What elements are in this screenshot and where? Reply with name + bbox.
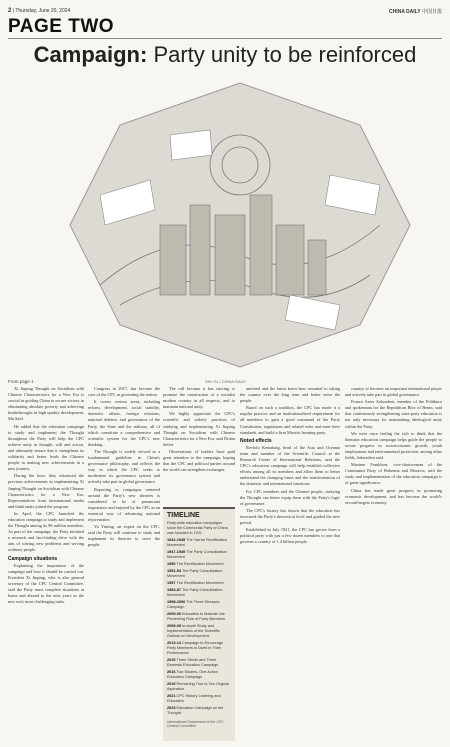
article-column-3 — [163, 386, 235, 474]
paper-name-cn: 中国日报 — [421, 8, 442, 15]
paragraph: Maxime Franklsen, vice-chairwoman of the Communist Party of Bohemia and Moravia, said the study and implementation of the education campaign is of great significance. — [345, 462, 442, 486]
paragraph: Based on such a tradition, the CPC has made it a regular practice and an institutionalized requirement for all members to gain a good command of the Party Constitution, regulations and related rules and meet their standards, and build a firm Marxist learning party. — [240, 405, 340, 435]
timeline-item: 1950 The Rectification Movement — [167, 562, 224, 566]
paragraph: During the hour, they witnessed the previous achievements in implementing Xi Jinping Thought on Socialism with Chinese Characteristics for a New Era. Representatives from international media and think tanks joined the program. — [8, 473, 84, 509]
timeline-intro: Party-wide education campaigns since the Communist Party of China was founded in 1921 — [167, 521, 228, 535]
timeline-item: 2013-14 Campaign to Encourage Party Members to Dwell in Their Performance — [167, 641, 223, 655]
paragraph: For CPC members and the Chinese people, studying the Thought can better equip them with the Party's logic of governance. — [240, 488, 340, 506]
paragraph: The CPC's history has shown that the education has increased the Party's theoretical level and guided the new period. — [240, 507, 340, 525]
timeline-list — [163, 538, 235, 716]
timeline-item: 1942-1945 The Yan'an Rectification Movement — [167, 538, 227, 547]
timeline-box — [163, 507, 235, 741]
paragraph: Observations of leaders have paid great attention to the campaign, hoping that the CPC and political parties around the world can strengthen exchanges. — [163, 448, 235, 473]
paragraph: country to become an important international player and actively take part in global governance. — [345, 386, 442, 398]
page-header: 2 | Thursday, June 20, 2024 CHINA DAILY 中国日报 — [8, 8, 442, 15]
photo-credit: SHI YU / CHINA DAILY — [205, 379, 247, 384]
timeline-item: 2019 Remaining True to Our Original Aspiration — [167, 682, 230, 691]
timeline-item: 2016 Two Studies, One Action Education Campaign — [167, 670, 218, 679]
paragraph: Reporting to campaigns centered around the Party's new theories is considered to be of paramount importance and enjoyed by the CPC as an essential way of advancing national rejuvenation. — [88, 486, 160, 522]
paragraph: Franco Arzer Salaradeni, member of the Politburo and spokesman for the Republican Bloc of Benin, said that continuously strengthening intra-party education is not only necessary for maintaining ideological unity within the Party. — [345, 399, 442, 429]
paragraph: China has made great progress in promoting economic development, and has become the world's second-largest economy. — [345, 487, 442, 505]
headline-bold: Campaign: — [33, 42, 148, 67]
illustration — [60, 75, 420, 375]
timeline-item: 2008-09 In-depth Study and Implementation of the Scientific Outlook on Development — [167, 624, 220, 638]
timeline-item: 1998-2000 The Three Stresses Campaign — [167, 600, 220, 609]
photo-caption: From page 1 — [8, 379, 34, 384]
paper-name: CHINA DAILY — [389, 8, 421, 15]
timeline-item: 1947-1949 The Party Consolidation Movement — [167, 550, 227, 559]
timeline-source: International Department of the CPC Central Committee — [167, 720, 224, 728]
paragraph: It covers various areas, including reform, development, social stability, domestic affairs, foreign relations, national defense, and governance of the Party, the State and the military, all of which constitute a comprehensive and scientific system for the CPC's new thinking. — [88, 399, 160, 447]
paragraph: Established in July 1921, the CPC has grown from a political party with just a few dozen members to one that governs a country of 1.4 billion people. — [240, 527, 340, 545]
timeline-item: 2005-06 Education to Maintain the Pioneering Role of Party Members — [167, 612, 226, 621]
page-number: 2 — [8, 8, 12, 14]
article-column-2 — [88, 386, 160, 549]
headline — [0, 42, 450, 68]
paragraph: untested and the latest know-how essential to taking the country over the long term and better serve the people. — [240, 386, 340, 404]
paragraph: In April, the CPC launched the education campaign to study and implement the Thought among its 98 million members. As part of the campaign, the Party initiated a research and fact-finding drive with the aim of solving new problems and serving ordinary people. — [8, 510, 85, 553]
paragraph: We were once feeling the rich to think that the thematic education campaign helps guide the people to secure progress in socioeconomic growth, youth employment and environmental protection, among other fields, Salaradeni said. — [345, 430, 442, 461]
paragraph: We highly appreciate the CPC's scientific and orderly practices of studying and implementing Xi Jinping Thought on Socialism with Chinese Characteristics for a New Era, said Dritan Seferi. — [163, 411, 235, 447]
timeline-title: TIMELINE — [167, 512, 200, 519]
timeline-item: 1951-54 The Party Consolidation Movement — [167, 569, 223, 578]
paragraph: Yu Yiming, an expert on the CPC, said the Party will continue to study and implement its theories to serve the people. — [88, 524, 160, 548]
timeline-item: 2023 Education Campaign on the Thought — [167, 706, 224, 715]
section-title: PAGE TWO — [8, 16, 115, 37]
article-column-4 — [240, 386, 340, 546]
timeline-item: 1983-87 The Party Consolidation Movement — [167, 588, 223, 597]
subheading: Campaign situations — [8, 555, 58, 562]
subheading: Noted effects — [240, 437, 272, 444]
article-column-5 — [345, 386, 442, 507]
paragraph: He added that the education campaign to study and implement the Thought throughout the Party will help the CPC achieve unity in thought, will and action, and ultimately ensure that it strengthens its solidarity and better leads the Chinese people in making new achievements in a new journey. — [8, 423, 84, 472]
paragraph: The Thought is widely viewed as a fundamental guideline in China's governance philosophy, and reflects the way in which the CPC seeks to modernize its governance system and actively take part in global governance. — [88, 448, 160, 485]
paragraph: The call because it has striving to promote the construction of a socialist modern country in all respects, and to maintain national unity. — [163, 386, 235, 410]
paragraph: Xi Jinping Thought on Socialism with Chinese Characteristics for a New Era is crucial in guiding China to secure victory in eliminating absolute poverty and achieving breakthroughs in high-quality development, Mu Said. — [8, 386, 84, 422]
timeline-item: 2021 CPC History Learning and Education — [167, 694, 221, 703]
timeline-item: 2015 Three Stricts and Three Earnests Education Campaign — [167, 658, 219, 667]
headline-rest: Party unity to be reinforced — [147, 42, 417, 67]
issue-date: Thursday, June 20, 2024 — [15, 8, 71, 14]
paragraph: Revlolo Kemabaig, head of the Asia and Oceania team and member of the Scientific Council at the Research Center of International Relations, said the CPC's education campaign will help establish collective efforts among all its members and allow them to better understand the changing times and the transformation of the domestic and international situations. — [240, 444, 340, 487]
article-column-1 — [8, 386, 84, 606]
timeline-item: 1957 The Rectification Movement — [167, 581, 224, 585]
paragraph: Explaining the importance of the campaign and how it should be carried out, President Xi Jinping, who is also general secretary of the CPC Central Committee, said the Party must complete situations at home and abroad in the next years as the new era's most challenging tasks. — [8, 562, 84, 605]
paragraph: Congress in 2017, has become the core of the CPC in governing the nation. — [88, 386, 160, 398]
header-rule — [8, 38, 442, 39]
